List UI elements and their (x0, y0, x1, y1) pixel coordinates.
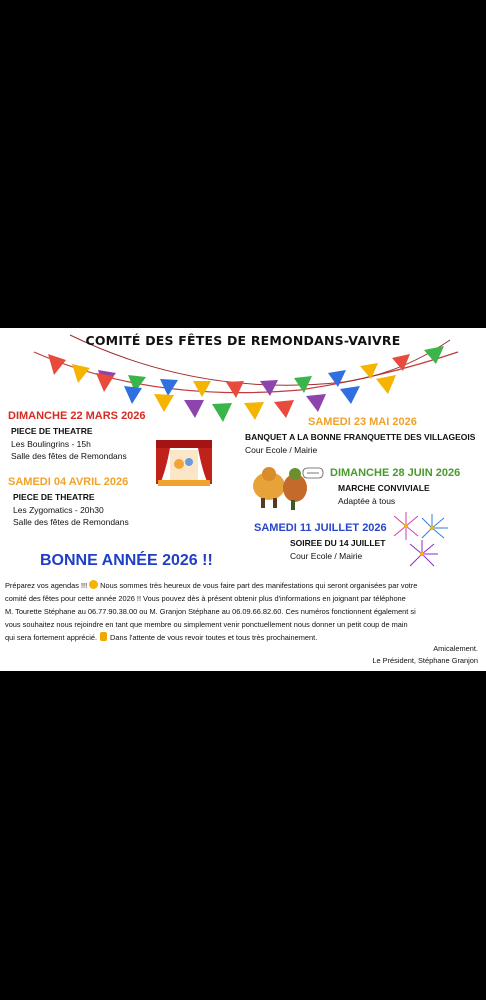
paragraph-line: M. Tourette Stéphane au 06.77.90.38.00 ou M. Granjon Stéphane au 06.09.66.82.60. Ces numéros fonctionnent également si (5, 607, 416, 617)
walkers-cartoon-image (247, 460, 327, 512)
paragraph-text: Nous sommes très heureux de vous faire part des manifestations qui seront organisées par votre (100, 581, 418, 590)
paragraph-text: qui sera fortement apprécié. (5, 633, 98, 643)
closing-text: Amicalement. (433, 644, 478, 653)
event-flyer (0, 328, 486, 671)
paragraph-line: comité des fêtes pour cette année 2026 !! Vous pouvez dès à présent obtenir plus d'informations en joignant par téléphone (5, 594, 406, 604)
emoji-icon (89, 580, 98, 589)
event-location: Cour Ecole / Mairie (290, 550, 363, 561)
paragraph-line (5, 631, 481, 644)
event-line: Les Zygomatics - 20h30 (13, 504, 104, 515)
event-location: Cour Ecole / Mairie (245, 444, 318, 455)
flyer-title: COMITÉ DES FÊTES DE REMONDANS-VAIVRE (85, 333, 401, 348)
event-details (245, 431, 475, 456)
event-name: PIECE DE THEATRE (13, 492, 95, 502)
fireworks-image (392, 512, 452, 570)
thumbs-up-icon (100, 632, 107, 641)
paragraph-line: vous souhaitez nous rejoindre en tant que membre ou simplement venir ponctuellement nous donner un petit coup de main (5, 620, 408, 630)
event-name: PIECE DE THEATRE (11, 426, 93, 436)
event-name: BANQUET A LA BONNE FRANQUETTE DES VILLAGEOIS (245, 432, 476, 442)
event-details (13, 491, 129, 529)
event-location: Salle des fêtes de Remondans (13, 517, 129, 527)
event-date: DIMANCHE 28 JUIN 2026 (330, 467, 461, 479)
event-date: SAMEDI 23 MAI 2026 (308, 416, 417, 428)
greeting-heading: BONNE ANNÉE 2026 !! (40, 552, 213, 569)
theatre-stage-image (156, 440, 212, 488)
paragraph-text: Dans l'attente de vous revoir toutes et tous très prochainement. (110, 633, 318, 643)
event-line: Les Boulingrins - 15h (11, 438, 91, 449)
event-details (338, 482, 430, 507)
event-details (11, 425, 127, 463)
paragraph-text: Préparez vos agendas !!! (5, 581, 88, 590)
event-date: SAMEDI 11 JUILLET 2026 (254, 522, 387, 534)
event-name: SOIREE DU 14 JUILLET (290, 538, 386, 548)
signature: Le Président, Stéphane Granjon (372, 656, 478, 665)
event-details (290, 537, 385, 562)
announcement-paragraph (5, 579, 481, 644)
event-location: Salle des fêtes de Remondans (11, 451, 127, 461)
event-line: Adaptée à tous (338, 495, 396, 506)
paragraph-line (5, 579, 481, 592)
event-date: DIMANCHE 22 MARS 2026 (8, 410, 146, 422)
event-date: SAMEDI 04 AVRIL 2026 (8, 476, 129, 488)
event-name: MARCHE CONVIVIALE (338, 483, 430, 493)
